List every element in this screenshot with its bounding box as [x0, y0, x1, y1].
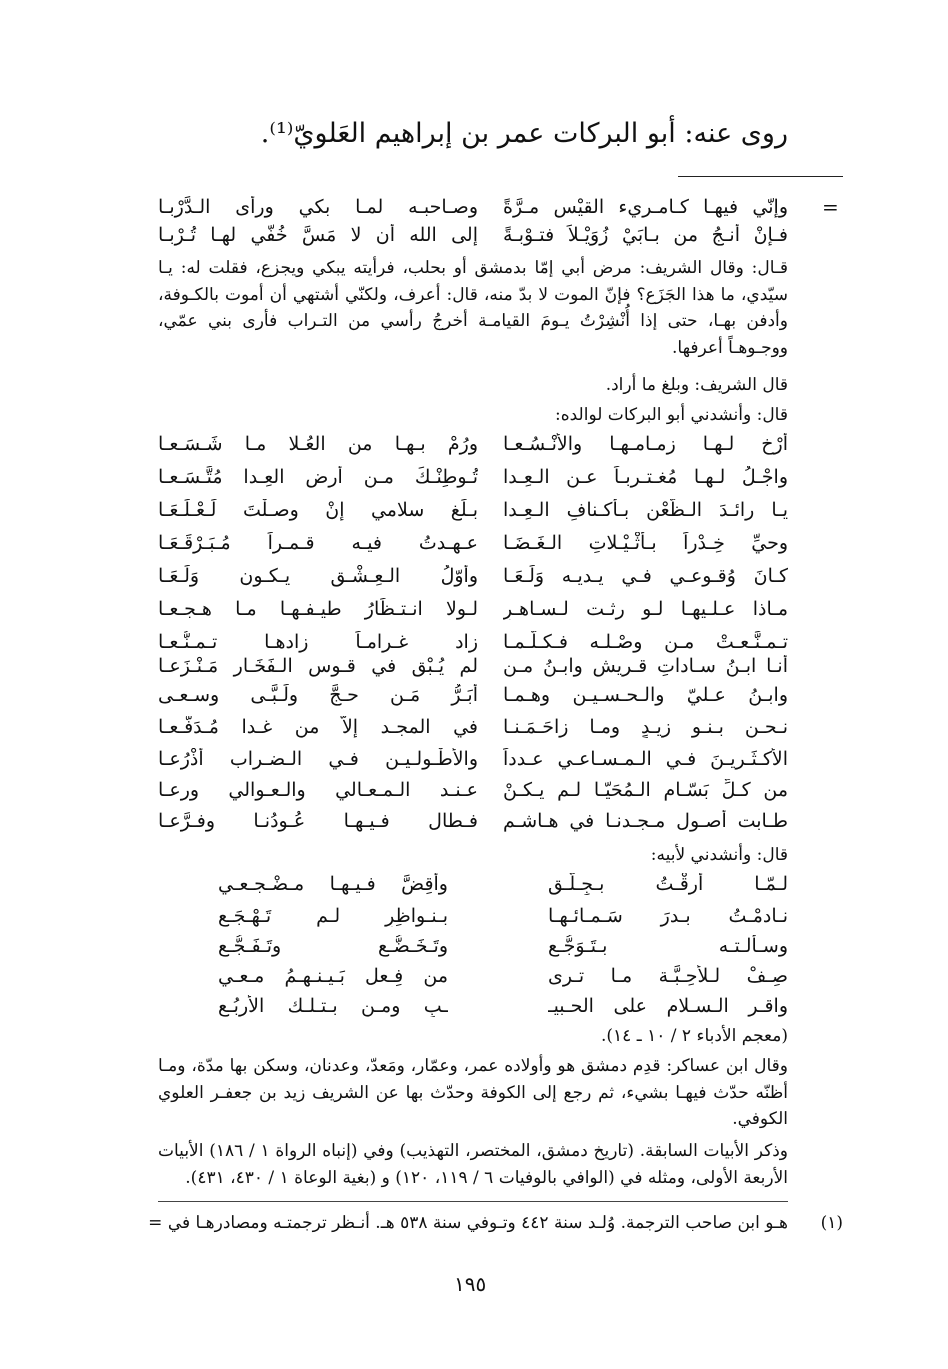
hemistich-first: تـمـنَّـعـتْ مـن وصْـلـه فـكـلّـمـا: [503, 631, 788, 653]
verse-line: [158, 499, 788, 525]
hemistich-first: وابـنُ عـليّ والـحـسـيـنِ وهـمـا: [503, 684, 788, 706]
hemistich-second: وتَـخَـضُّـعٍ وتَـفَـجُّـعِ: [218, 935, 448, 957]
hemistich-second: بـنـواظِرٍ لـم تَـهْـجَـع: [218, 905, 448, 927]
hemistich-first: واقـر الـسـلام على الحـبيـ: [548, 995, 788, 1017]
hemistich-first: لـمّـا أرِقْـتُ بـجِـلَّـقٍ: [548, 873, 788, 895]
hemistich-second: أبَـرُّ مَـن حـجَّ ولَـبَّـى وسـعـى: [158, 684, 478, 706]
verse-line: [158, 965, 788, 991]
hemistich-second: لم يُـبْقِ في قـوس الـفَخَـار مَـنْـزَعـا: [158, 655, 478, 677]
verse-line: [158, 655, 788, 681]
verse-line: [158, 466, 788, 492]
hemistich-first: طـابت أصـول مـجـدنـا في هـاشـمٍ: [503, 810, 788, 832]
hemistich-first: نـادمْـتُ بـدرَ سَـمـائـهـا: [548, 905, 788, 927]
verse-line: [158, 873, 788, 899]
hemistich-second: إلى الله أن لا مَسَّ خُفّي لهـا تُـرْبـا: [158, 224, 478, 246]
verse-line: [158, 779, 788, 805]
hemistich-second: والأطْـولـيـن فـي الـضـراب أذْرُعـا: [158, 748, 478, 770]
hemistich-second: ورُمْ بـهـا من العُـلا مـا شَـسَـعـا: [158, 433, 478, 455]
hemistich-first: الأكـثَـريـنَ فـي الـمـسـاعـي عـدداً: [503, 748, 788, 770]
verse-line: [158, 598, 788, 624]
page-number: ١٩٥: [454, 1272, 487, 1296]
hemistich-second: في المجـد إلاّ من غـدا مُـدَفَّـعـا: [158, 716, 478, 738]
hemistich-second: من فِـعل بَـيـنـهـمُ مـعـي: [218, 965, 448, 987]
footnote: [118, 1213, 843, 1233]
hemistich-second: ـبِ ومـن بـتـلـك الأربُـعِ: [218, 995, 448, 1017]
hemistich-first: أنـا ابـنُ سـاداتِ قـريشٍ وابـنُ مـن: [503, 655, 788, 677]
prose-paragraph: وقال ابن عساكر: قدِم دمشق هو وأولاده عمر، وعمّار، ومَعدّ، وعدنان، وسكن بها مدّة، ومـا أظنّه حدّث فيهـا بشيء، ثم رجع إلى الكوفة وحدّث بها عن الشريف زيد بن جعفـر العلوي الكوفي.: [158, 1056, 788, 1129]
verse-line: [158, 631, 788, 657]
hemistich-second: وصـاحبـه لمـا بكي ورأى الـدَّرْبـا: [158, 196, 478, 218]
hemistich-second: فـطال فـيـهـا عُـودُنـا وفـرَّعـا: [158, 810, 478, 832]
hemistich-second: عـهـدتُ فيـه قـمـراً مُـبَـرْقَـعَـا: [158, 532, 478, 554]
hemistich-second: عـنـد الـمـعـالي والـعـوالي ورعـا: [158, 779, 478, 801]
hemistich-first: فـإنْ أنـجُ من بـابَيْ زُوَيْـلاَ فتـوْبـةً: [503, 224, 788, 246]
verse-line: [158, 935, 788, 961]
verse-line: [158, 196, 788, 222]
verse-line: [158, 532, 788, 558]
hemistich-first: صِـفْ لـلأحِـبَّـة مـا تـرى: [548, 965, 788, 987]
hemistich-second: زاد غـرامـاً زادهـا تـمـنُّـعـا: [158, 631, 478, 653]
footnote-marker: (١): [820, 1213, 843, 1233]
hemistich-first: من كـلِّ بَسّـام الـمُحَيّـا لـم يـكـنْ: [503, 779, 788, 801]
hemistich-first: أرْخ لـهـا زمـامـهـا والأنْـسُـعـا: [503, 433, 788, 455]
verse-line: [158, 810, 788, 836]
footnote-separator: [158, 1201, 788, 1202]
hemistich-first: وسـألـتـه بـتَـوَجُّـعٍ: [548, 935, 788, 957]
prose-line: قال: وأنشدني أبو البركات لوالده:: [554, 405, 788, 425]
verse-line: [158, 684, 788, 710]
hemistich-second: وأقِضَّ فـيـهـا مـضْـجـعـي: [218, 873, 448, 895]
hemistich-first: مـاذا عـلـيهـا لـو رثـت لـسـاهـرٍ: [503, 598, 788, 620]
prose-line: قال الشريف: وبلغ ما أراد.: [605, 375, 788, 395]
heading-rule: [678, 176, 843, 177]
hemistich-second: لـولا انـتـظَارُ طيـفـهـا مـا هـجـعـا: [158, 598, 478, 620]
verse-line: [158, 905, 788, 931]
hemistich-first: واجْـلُ لـهـا مُغـتـربـاً عـن الـعِـدا: [503, 466, 788, 488]
footnote-text: هـو ابن صاحب الترجمة. وُلـد سنة ٤٤٢ وتـوفي سنة ٥٣٨ هـ. أنـظر ترجمتـه ومصادرهـا في =: [148, 1213, 788, 1233]
verse-line: [158, 565, 788, 591]
section-heading: روى عنه: أبو البركات عمر بن إبراهيم العَلويّ⁽¹⁾.: [260, 118, 788, 149]
hemistich-second: وأوّلُ الـعِـشْـقِ يـكـون وَلَـعَـا: [158, 565, 478, 587]
hemistich-first: وإنّي فيهـا كـامـريء القيْس مـرَّةً: [503, 196, 788, 218]
hemistich-second: تُـوطِنْـكَ مـن أرض العِـدا مُتَّـسَـعـا: [158, 466, 478, 488]
prose-paragraph: وذكر الأبيات السابقة. (تاريخ دمشق، المختصر، التهذيب) وفي (إنباه الرواة ١ / ١٨٦) الأبيات الأربعة الأولى، ومثله في (الوافي بالوفيات ٦ / ١١٩، ١٢٠) و (بغية الوعاة ١ / ٤٣٠، ٤٣١).: [158, 1141, 789, 1188]
hemistich-first: كـانَ وُقـوعـي فـي يـديـه وَلَـعَـا: [503, 565, 788, 587]
hemistich-second: بـلِّغ سلامي إنْ وصـلْتَ لَـعْـلَـعَـا: [158, 499, 478, 521]
verse-line: [158, 995, 788, 1021]
verse-line: [158, 433, 788, 459]
source-reference: (معجم الأدباء ٢ / ١٠ ـ ١٤).: [601, 1026, 788, 1046]
hemistich-first: وحيِّ خِـدْراً بـأثْـيْـلاتِ الـغَـضَـا: [503, 532, 788, 554]
hemistich-first: نـحـن بـنـو زيـدٍ ومـا زاحَـمَـنـا: [503, 716, 788, 738]
hemistich-first: يـا رائـدَ الـظَّعْنِ بـأكـنافِ الـعِـدا: [503, 499, 788, 521]
prose-paragraph: قـال: وقال الشريف: مرض أبي إمّا بدمشق أو بحلب، فرأيته يبكي ويجزع، فقلت له: يـا سيّدي، ما هذا الجَزَع؟ فإنّ الموت لا بدّ منه، قال: أعرف، ولكنّي أشتهي أن أموت بالكـوفة، وأدفن بهـا، حتى إذا أُنْشِرْتُ يـومَ القيامـة أخرجُ رأسي من التـراب فأرى بني عمّي، ووجـوهـاً أعرفها.: [158, 258, 788, 358]
verse-line: [158, 224, 788, 250]
verse-line: [158, 748, 788, 774]
continuation-mark: =: [822, 195, 839, 219]
prose-line: قال: وأنشدني لأبيه:: [650, 845, 788, 865]
verse-line: [158, 716, 788, 742]
